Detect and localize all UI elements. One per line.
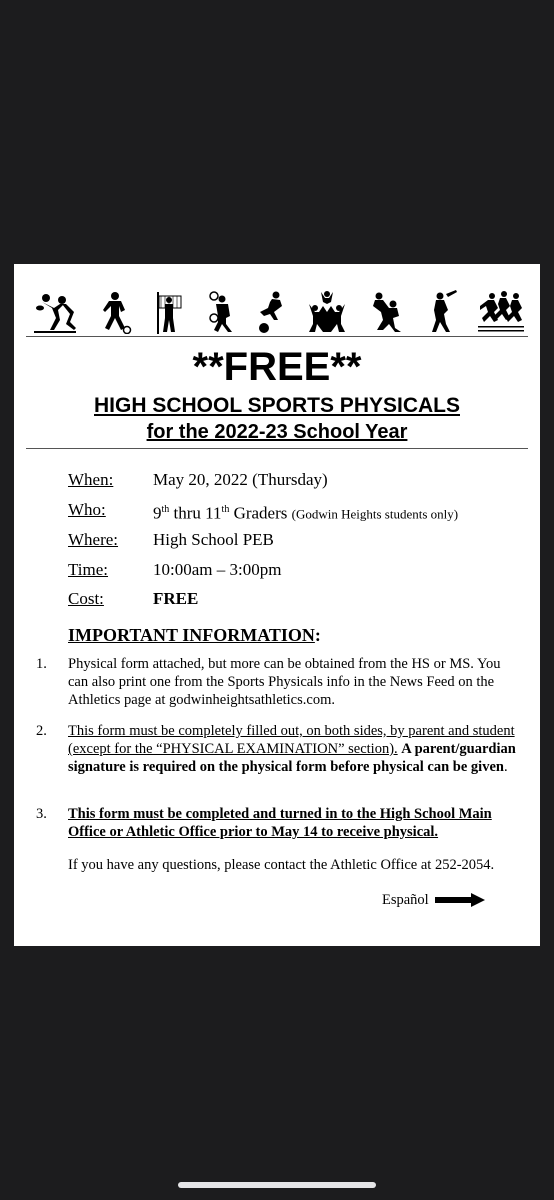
sub-heading: for the 2022-23 School Year xyxy=(146,421,408,443)
heading-divider xyxy=(26,448,528,449)
flyer-document xyxy=(14,264,540,946)
who-grade-end: thru 11 xyxy=(169,503,222,523)
item-text: This form must be completed and turned in to the High School Main Office or Athletic Office prior to May 14 to receive physical. xyxy=(68,806,492,840)
wrestling-icon xyxy=(369,290,405,334)
cheerleading-icon xyxy=(305,290,349,334)
contact-text: If you have any questions, please contact the Athletic Office at 252-2054. xyxy=(68,857,495,873)
time-value: 10:00am – 3:00pm xyxy=(153,560,282,579)
item-number: 3. xyxy=(36,806,47,822)
important-heading-text: IMPORTANT INFORMATION xyxy=(68,625,315,645)
important-heading xyxy=(68,624,321,646)
when-label: When: xyxy=(68,470,114,489)
item-number: 1. xyxy=(36,656,47,672)
sports-icon-row xyxy=(32,274,524,334)
item-underlined-text: This form must be completely filled out, on both sides, by parent and student (except for the “PHYSICAL EXAMINATION” section). xyxy=(68,723,515,757)
item-bold-text: A parent/guardian signature is required on the physical form before physical can be given xyxy=(68,741,516,775)
espanol-label: Español xyxy=(382,892,429,908)
who-label: Who: xyxy=(68,500,106,519)
cost-label: Cost: xyxy=(68,589,104,608)
when-value: May 20, 2022 (Thursday) xyxy=(153,470,328,489)
baseball-icon xyxy=(426,290,458,334)
right-arrow-icon xyxy=(435,893,485,907)
who-note: (Godwin Heights students only) xyxy=(291,506,459,522)
time-label: Time: xyxy=(68,560,109,579)
who-value xyxy=(153,499,458,526)
top-divider xyxy=(26,336,528,337)
item-text: Physical form attached, but more can be obtained from the HS or MS. You can also print one from the Sports Physicals info in the News Feed on the Athletics page at godwinheightsathletics.com. xyxy=(68,656,501,708)
football-icon xyxy=(32,290,78,334)
item-number: 2. xyxy=(36,723,47,739)
bowling-icon xyxy=(256,290,284,334)
volleyball-icon xyxy=(153,290,183,334)
basketball-icon xyxy=(204,290,236,334)
where-label: Where: xyxy=(68,530,119,549)
who-sup-end: th xyxy=(221,504,230,515)
who-sup-start: th xyxy=(161,504,170,515)
espanol-link[interactable] xyxy=(382,891,485,909)
main-heading: HIGH SCHOOL SPORTS PHYSICALS xyxy=(94,394,460,417)
cost-value: FREE xyxy=(153,589,199,608)
track-icon xyxy=(478,290,524,334)
important-colon: : xyxy=(314,625,321,645)
home-indicator[interactable] xyxy=(178,1182,376,1188)
item-end-text: . xyxy=(503,759,508,775)
who-grade-start: 9 xyxy=(153,503,162,523)
where-value: High School PEB xyxy=(153,530,274,549)
who-graders: Graders xyxy=(229,503,292,523)
free-title: **FREE** xyxy=(192,345,362,389)
item-text xyxy=(68,722,520,776)
soccer-icon xyxy=(99,290,133,334)
